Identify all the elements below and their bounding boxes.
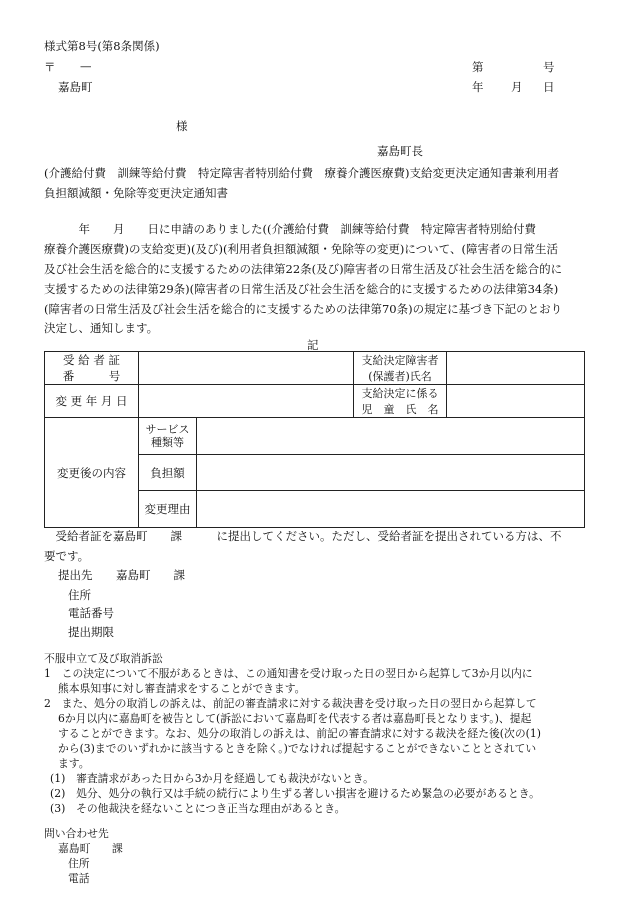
- body-line-3: 及び社会生活を総合的に支援するための法律第22条(及び)障害者の日常生活及び社会生活を総合的に: [44, 262, 563, 276]
- beneficiary-name-value: [447, 352, 585, 385]
- inquiry-heading: 問い合わせ先: [44, 827, 109, 840]
- ki-heading: 記: [307, 338, 319, 352]
- inquiry-address-label: 住所: [68, 857, 90, 870]
- inquiry-department: 嘉島町 課: [58, 842, 123, 855]
- burden-label: 負担額: [139, 455, 197, 491]
- title-line-2: 負担額減額・免除等変更決定通知書: [44, 186, 228, 200]
- postal-dash: —: [80, 59, 92, 73]
- child-name-label: [354, 385, 447, 418]
- beneficiary-name-label-1: 支給決定障害者: [361, 354, 439, 367]
- sub-note-3: (3) その他裁決を経ないことにつき正当な理由があるとき。: [50, 802, 346, 815]
- decision-table: [44, 351, 585, 528]
- body-line-2: 療養介護医療費)の支給変更)(及び)(利用者負担額減額・免除等の変更)について、(障害者の日常生活: [44, 242, 558, 256]
- service-type-label-1: サービス: [145, 423, 190, 436]
- beneficiary-name-label-2: (保護者)氏名: [368, 370, 432, 383]
- note-2-line-e: ます。: [58, 757, 90, 770]
- change-date-value: [139, 385, 354, 418]
- submit-deadline-label: 提出期限: [68, 625, 114, 639]
- change-reason-label: 変更理由: [139, 491, 197, 528]
- burden-value: [197, 455, 585, 491]
- note-1-line-b: 熊本県知事に対し審査請求をすることができます。: [58, 682, 306, 695]
- recipient-number-label-1: 受 給 者 証: [63, 353, 120, 367]
- doc-number-prefix: 第: [472, 60, 484, 74]
- child-name-label-1: 支給決定に係る: [361, 387, 439, 400]
- date-day: 日: [543, 80, 555, 94]
- body-line-4: 支援するための法律第29条)(障害者の日常生活及び社会生活を総合的に支援するための法律第34条): [44, 282, 559, 296]
- recipient-number-label: [45, 352, 139, 385]
- inquiry-phone-label: 電話: [68, 872, 90, 885]
- form-number: 様式第8号(第8条関係): [44, 39, 160, 53]
- body-line-6: 決定し、通知します。: [44, 321, 159, 335]
- sub-note-2: (2) 処分、処分の執行又は手続の続行により生ずる著しい損害を避けるため緊急の必要があるとき。: [50, 787, 540, 800]
- body-line-1: 年 月 日に申請のありました((介護給付費 訓練等給付費 特定障害者特別給付費: [44, 222, 536, 236]
- child-name-value: [447, 385, 585, 418]
- beneficiary-name-label: [354, 352, 447, 385]
- note-1-line-a: 1 この決定について不服があるときは、この通知書を受け取った日の翌日から起算して3か月以内に: [44, 667, 533, 680]
- recipient-number-value: [139, 352, 354, 385]
- body-line-5: (障害者の日常生活及び社会生活を総合的に支援するための法律第70条)の規定に基づき下記のとおり: [44, 302, 563, 316]
- town-name: 嘉島町: [58, 80, 93, 94]
- doc-number-suffix: 号: [543, 60, 555, 74]
- service-type-label: [139, 418, 197, 455]
- postal-mark: 〒: [44, 60, 56, 74]
- addressee-sama: 様: [176, 119, 188, 133]
- child-name-label-2: 児 童 氏 名: [361, 403, 439, 416]
- title-line-1: (介護給付費 訓練等給付費 特定障害者特別給付費 療養介護医療費)支給変更決定通知書兼利用者: [44, 166, 559, 180]
- note-2-line-a: 2 また、処分の取消しの訴えは、前記の審査請求に対する裁決書を受け取った日の翌日から起算して: [44, 697, 537, 710]
- service-type-value: [197, 418, 585, 455]
- recipient-number-label-2: 番 号: [62, 369, 121, 383]
- service-type-label-2: 種類等: [151, 436, 184, 449]
- after-content-label: 変更後の内容: [45, 418, 139, 528]
- notes-heading: 不服申立て及び取消訴訟: [44, 652, 163, 665]
- date-year: 年: [472, 80, 484, 94]
- submit-destination-label: 提出先: [58, 568, 93, 582]
- submit-phone-label: 電話番号: [68, 606, 114, 620]
- date-month: 月: [511, 80, 523, 94]
- submit-line-2: 要です。: [44, 549, 90, 563]
- note-2-line-b: 6か月以内に嘉島町を被告として(訴訟において嘉島町を代表する者は嘉島町長となります。)、提起: [58, 712, 532, 725]
- note-2-line-d: から(3)までのいずれかに該当するときを除く。)でなければ提起することができないこととされてい: [58, 742, 537, 755]
- change-reason-value: [197, 491, 585, 528]
- note-2-line-c: することができます。なお、処分の取消しの訴えは、前記の審査請求に対する裁決を経た後(次の(1): [58, 727, 541, 740]
- submit-address-label: 住所: [68, 588, 91, 602]
- submit-line-1: 受給者証を嘉島町 課 に提出してください。ただし、受給者証を提出されている方は、不: [44, 529, 562, 543]
- change-date-label: 変 更 年 月 日: [45, 385, 139, 418]
- issuer: 嘉島町長: [377, 144, 423, 158]
- sub-note-1: (1) 審査請求があった日から3か月を経過しても裁決がないとき。: [50, 772, 374, 785]
- submit-destination-value: 嘉島町 課: [116, 568, 185, 582]
